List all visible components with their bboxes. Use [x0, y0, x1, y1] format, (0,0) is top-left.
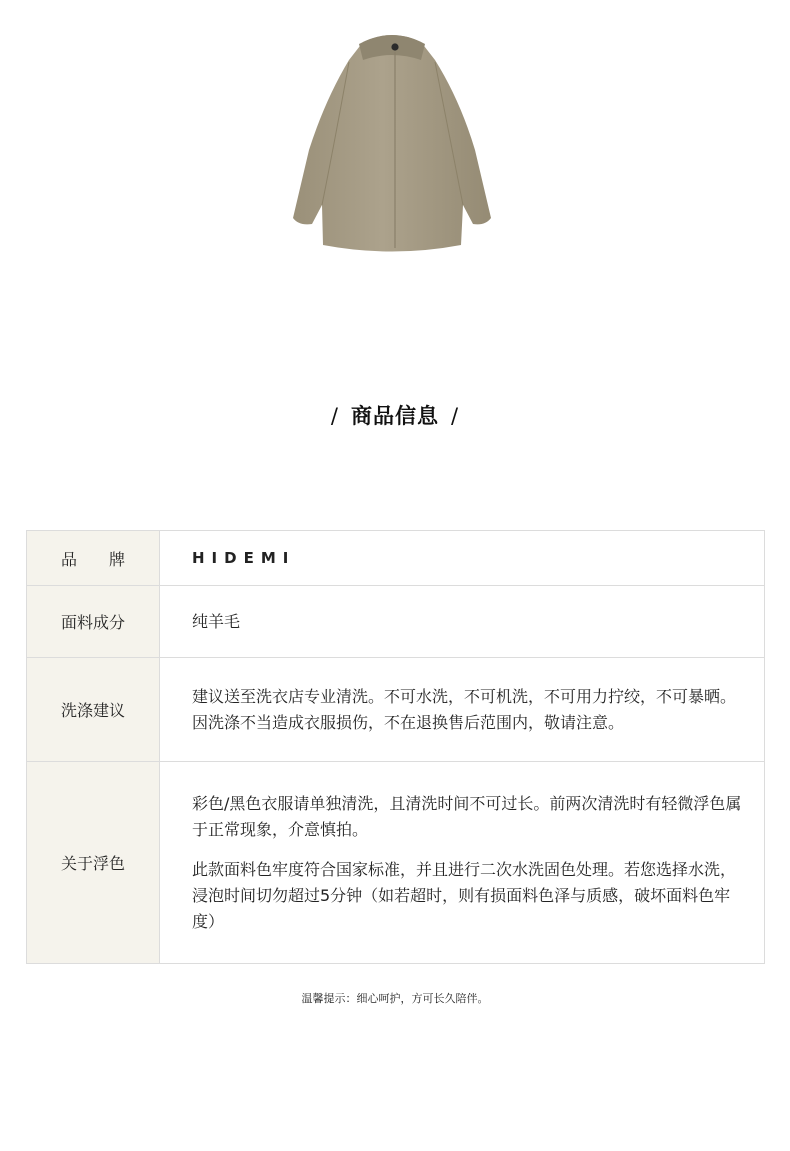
table-row-brand — [27, 531, 765, 586]
row-label-brand: 品 牌 — [27, 531, 160, 586]
footer-tip: 温馨提示：细心呵护，方可长久陪伴。 — [301, 992, 489, 1005]
title-slash-right: / — [451, 404, 460, 428]
row-value-brand — [160, 531, 765, 586]
row-label-color-fastness: 关于浮色 — [27, 762, 160, 964]
title-slash-left: / — [330, 404, 339, 428]
brand-name: HIDEMI — [192, 549, 296, 567]
product-image — [285, 30, 500, 255]
table-row-material — [27, 586, 765, 658]
table-row-color-fastness — [27, 762, 765, 964]
table-row-washing — [27, 658, 765, 762]
section-title — [0, 400, 790, 430]
row-value-color-fastness — [160, 762, 765, 964]
paragraph-gap — [192, 843, 742, 857]
row-value-material: 纯羊毛 — [160, 586, 765, 658]
row-label-material: 面料成分 — [27, 586, 160, 658]
color-fastness-paragraph-1: 彩色/黑色衣服请单独清洗，且清洗时间不可过长。前两次清洗时有轻微浮色属于正常现象，介意慎拍。 — [192, 793, 742, 839]
color-fastness-paragraph-2: 此款面料色牢度符合国家标准，并且进行二次水洗固色处理。若您选择水洗，浸泡时间切勿超过5分钟（如若超时，则有损面料色泽与质感，破坏面料色牢度） — [192, 859, 737, 931]
product-info-table — [26, 530, 765, 964]
section-title-text: 商品信息 — [351, 404, 439, 428]
row-label-washing: 洗涤建议 — [27, 658, 160, 762]
row-value-washing: 建议送至洗衣店专业清洗。不可水洗，不可机洗，不可用力拧绞，不可暴晒。因洗涤不当造成衣服损伤，不在退换售后范围内，敬请注意。 — [160, 658, 765, 762]
